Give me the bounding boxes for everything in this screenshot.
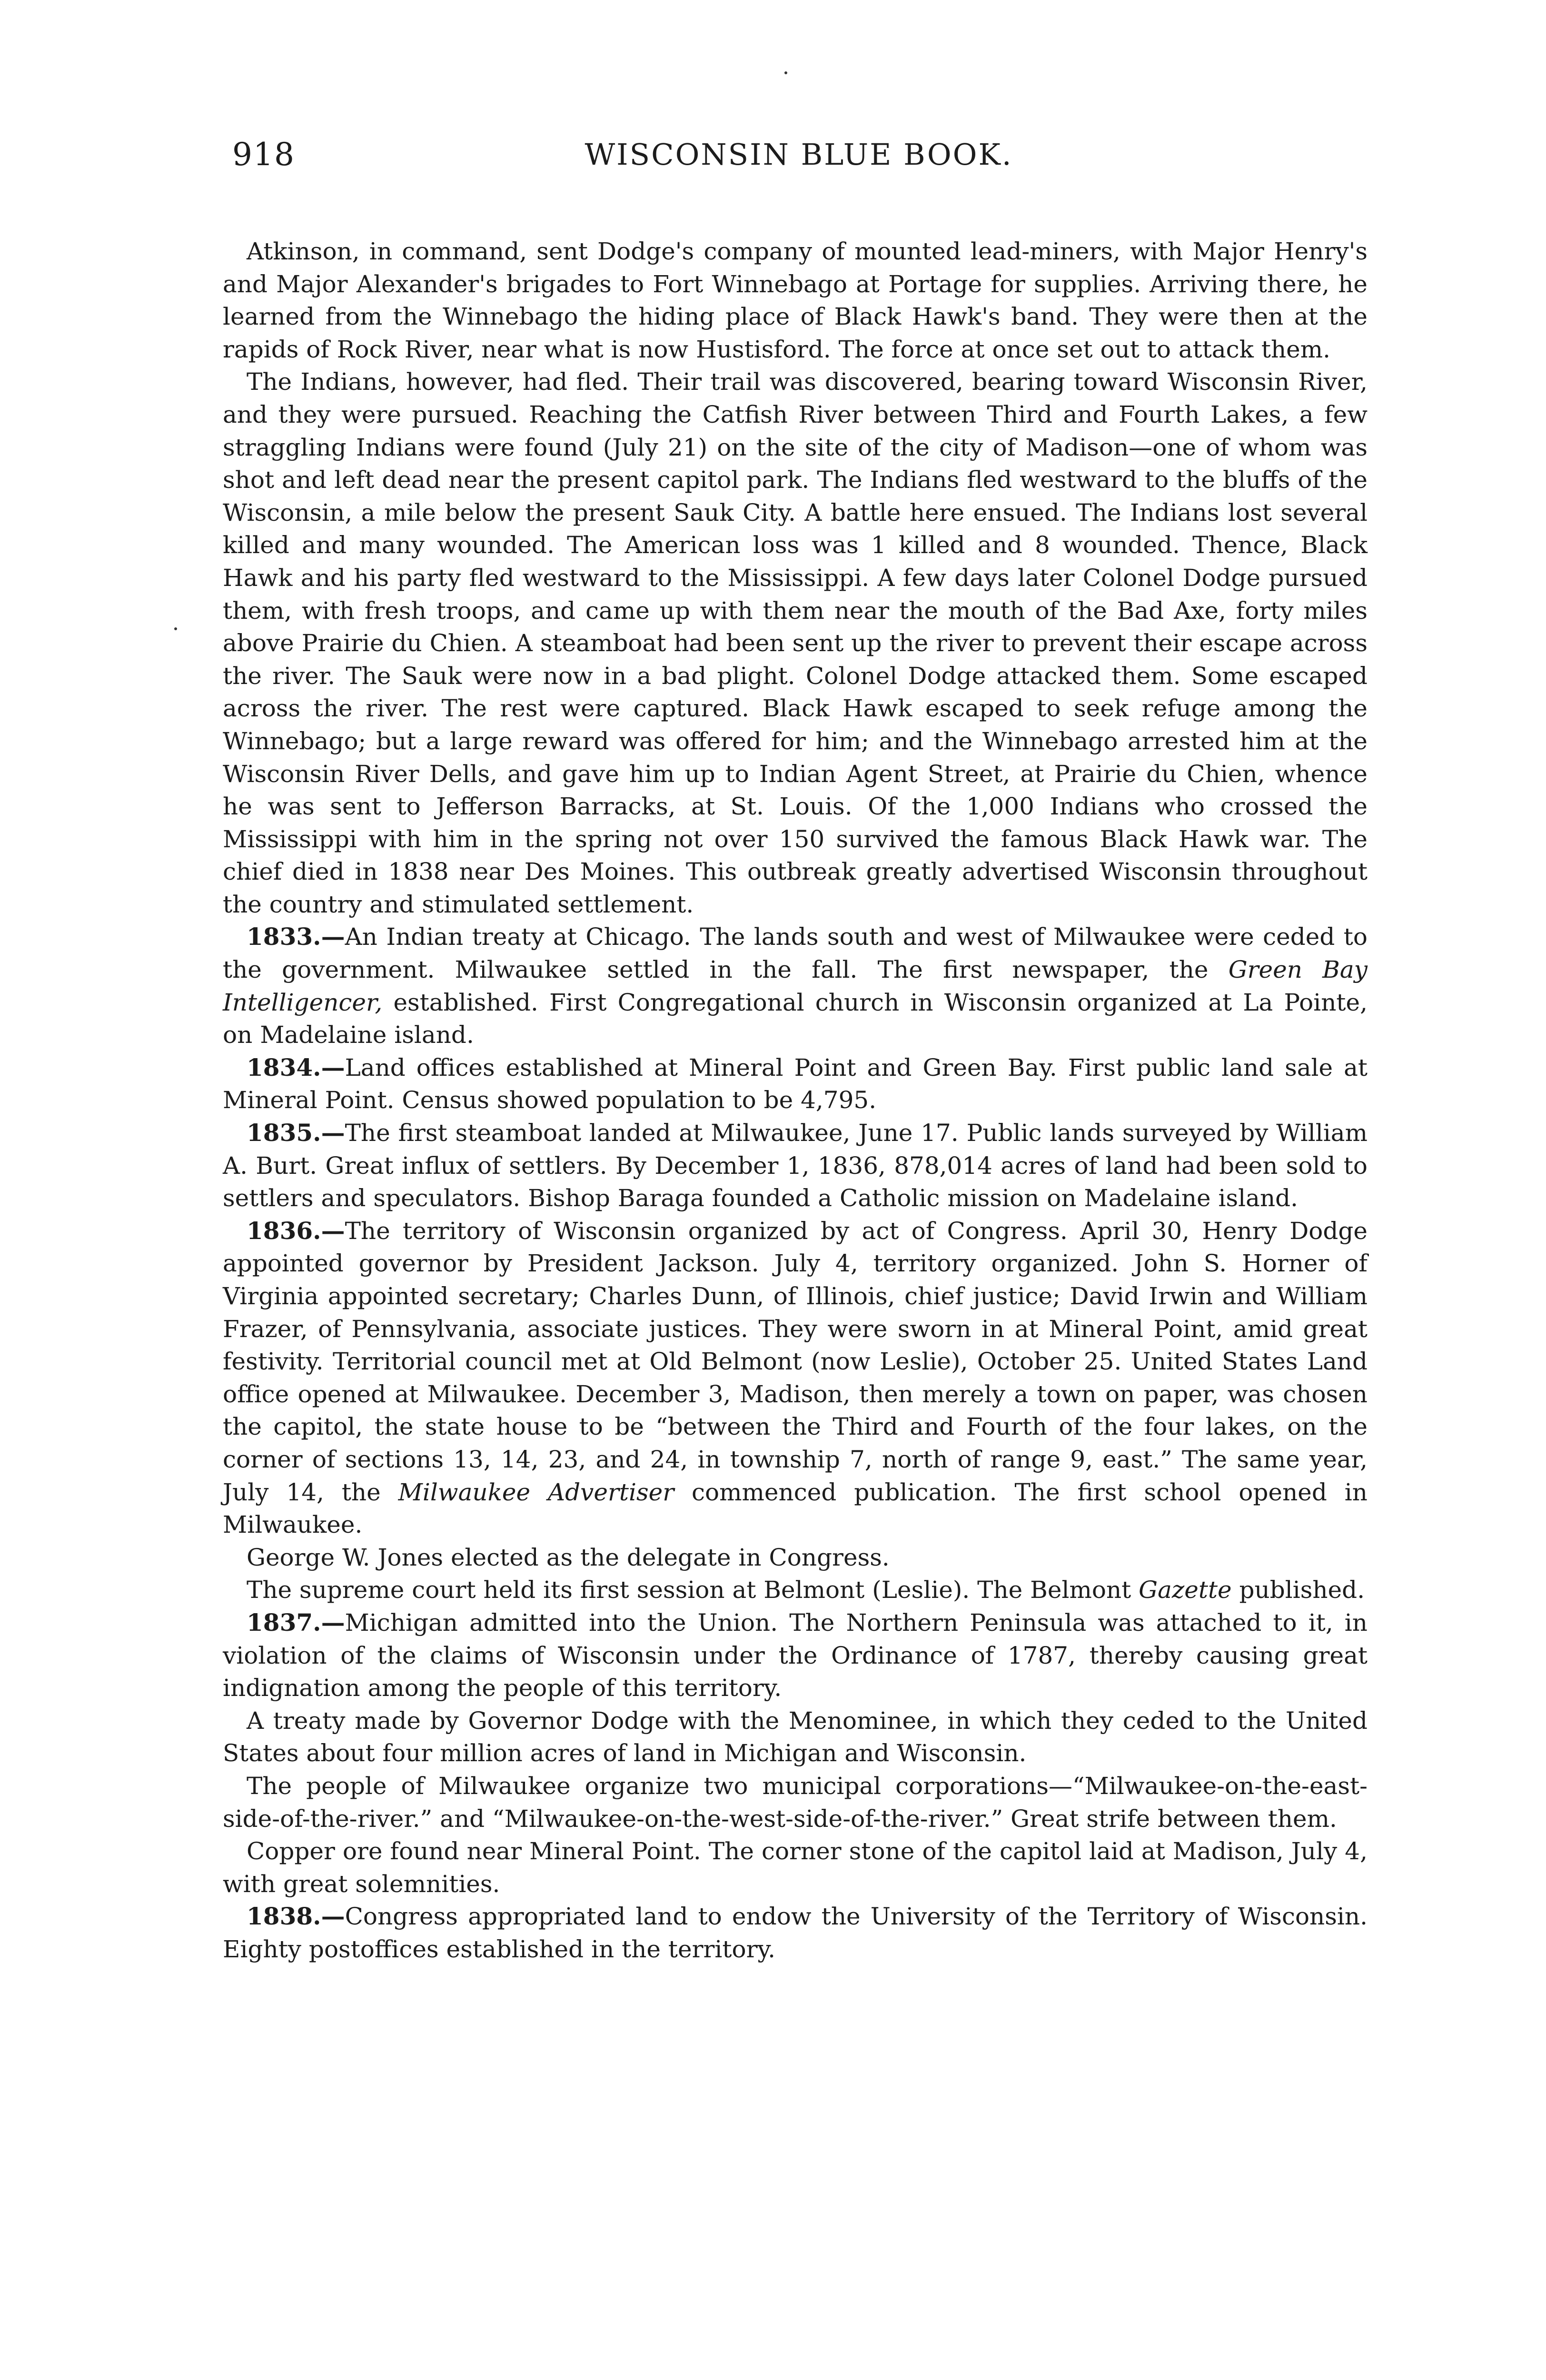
print-speck: [174, 627, 177, 630]
paragraph: [223, 1770, 1368, 1835]
paragraph: [223, 1900, 1368, 1965]
paragraph: [223, 1541, 1368, 1574]
year-heading: 1833.—: [247, 922, 345, 951]
year-heading: 1836.—: [247, 1216, 345, 1245]
paragraph: [223, 1705, 1368, 1770]
text-run: published.: [1231, 1576, 1365, 1604]
paragraph: [223, 1051, 1368, 1117]
text-run: The Indians, however, had fled. Their trail was discovered, bearing toward Wisconsin River, and they were pursued. Reaching the Catfish River between Third and Fourth Lakes, a few straggling Indians were found (July 21) on the site of the city of Madison—one of whom was shot and left dead near the present capitol park. The Indians fled westward to the bluffs of the Wisconsin, a mile below the present Sauk City. A battle here ensued. The Indians lost several killed and many wounded. The American loss was 1 killed and 8 wounded. Thence, Black Hawk and his party fled westward to the Mississippi. A few days later Colonel Dodge pursued them, with fresh troops, and came up with them near the mouth of the Bad Axe, forty miles above Prairie du Chien. A steamboat had been sent up the river to prevent their escape across the river. The Sauk were now in a bad plight. Colonel Dodge attacked them. Some escaped across the river. The rest were captured. Black Hawk escaped to seek refuge among the Winnebago; but a large reward was offered for him; and the Winnebago arrested him at the Wisconsin River Dells, and gave him up to Indian Agent Street, at Prairie du Chien, whence he was sent to Jefferson Barracks, at St. Louis. Of the 1,000 Indians who crossed the Mississippi with him in the spring not over 150 survived the famous Black Hawk war. The chief died in 1838 near Des Moines. This outbreak greatly advertised Wisconsin throughout the country and stimulated settlement.: [223, 368, 1368, 918]
body-text: [223, 235, 1368, 1965]
text-run: commenced publication. The first school opened in Milwaukee.: [223, 1478, 1368, 1539]
publication-title: Gazette: [1139, 1576, 1232, 1604]
text-run: Land offices established at Mineral Point and Green Bay. First public land sale at Mineral Point. Census showed population to be 4,795.: [223, 1053, 1368, 1114]
year-heading: 1838.—: [247, 1902, 345, 1931]
page-number: 918: [232, 136, 295, 173]
paragraph: [223, 1835, 1368, 1900]
text-run: George W. Jones elected as the delegate in Congress.: [247, 1543, 890, 1571]
paragraph: [223, 1606, 1368, 1705]
text-run: Congress appropriated land to endow the University of the Territory of Wisconsin. Eighty postoffices established in the territory.: [223, 1903, 1368, 1963]
paragraph: [223, 1117, 1368, 1215]
publication-title: Milwaukee Advertiser: [398, 1478, 674, 1506]
text-run: Copper ore found near Mineral Point. The corner stone of the capitol laid at Madison, July 4, with great solemnities.: [223, 1837, 1368, 1898]
text-run: established. First Congregational church in Wisconsin organized at La Pointe, on Madelaine island.: [223, 988, 1368, 1049]
publication-title: Green Bay Intelligencer,: [223, 956, 1368, 1016]
year-heading: 1834.—: [247, 1053, 345, 1081]
running-title: WISCONSIN BLUE BOOK.: [585, 137, 1013, 172]
text-run: Michigan admitted into the Union. The Northern Peninsula was attached to it, in violation of the claims of Wisconsin under the Ordinance of 1787, thereby causing great indignation among the people of this territory.: [223, 1608, 1368, 1702]
paragraph: [223, 921, 1368, 1051]
paragraph: [223, 366, 1368, 921]
text-run: The people of Milwaukee organize two municipal corporations—“Milwaukee-on-the-east-side-of-the-river.” and “Milwaukee-on-the-west-side-of-the-river.” Great strife between them.: [223, 1772, 1368, 1833]
paragraph: [223, 1574, 1368, 1606]
text-run: The territory of Wisconsin organized by act of Congress. April 30, Henry Dodge appointed governor by President Jackson. July 4, territory organized. John S. Horner of Virginia appointed secretary; Charles Dunn, of Illinois, chief justice; David Irwin and William Frazer, of Pennsylvania, associate justices. They were sworn in at Mineral Point, amid great festivity. Territorial council met at Old Belmont (now Leslie), October 25. United States Land office opened at Milwaukee. December 3, Madison, then merely a town on paper, was chosen the capitol, the state house to be “between the Third and Fourth of the four lakes, on the corner of sections 13, 14, 23, and 24, in township 7, north of range 9, east.” The same year, July 14, the: [223, 1217, 1368, 1506]
text-run: An Indian treaty at Chicago. The lands south and west of Milwaukee were ceded to the government. Milwaukee settled in the fall. The first newspaper, the: [223, 923, 1368, 984]
text-run: The first steamboat landed at Milwaukee, June 17. Public lands surveyed by William A. Burt. Great influx of settlers. By December 1, 1836, 878,014 acres of land had been sold to settlers and speculators. Bishop Baraga founded a Catholic mission on Madelaine island.: [223, 1119, 1368, 1212]
page-header: [232, 129, 1365, 181]
paragraph: [223, 1215, 1368, 1541]
print-speck: [784, 71, 787, 74]
text-run: A treaty made by Governor Dodge with the Menominee, in which they ceded to the United States about four million acres of land in Michigan and Wisconsin.: [223, 1706, 1368, 1767]
paragraph: [223, 235, 1368, 366]
text-run: Atkinson, in command, sent Dodge's company of mounted lead-miners, with Major Henry's and Major Alexander's brigades to Fort Winnebago at Portage for supplies. Arriving there, he learned from the Winnebago the hiding place of Black Hawk's band. They were then at the rapids of Rock River, near what is now Hustisford. The force at once set out to attack them.: [223, 238, 1368, 363]
year-heading: 1837.—: [247, 1608, 345, 1636]
year-heading: 1835.—: [247, 1119, 345, 1147]
text-run: The supreme court held its first session at Belmont (Leslie). The Belmont: [247, 1576, 1139, 1604]
